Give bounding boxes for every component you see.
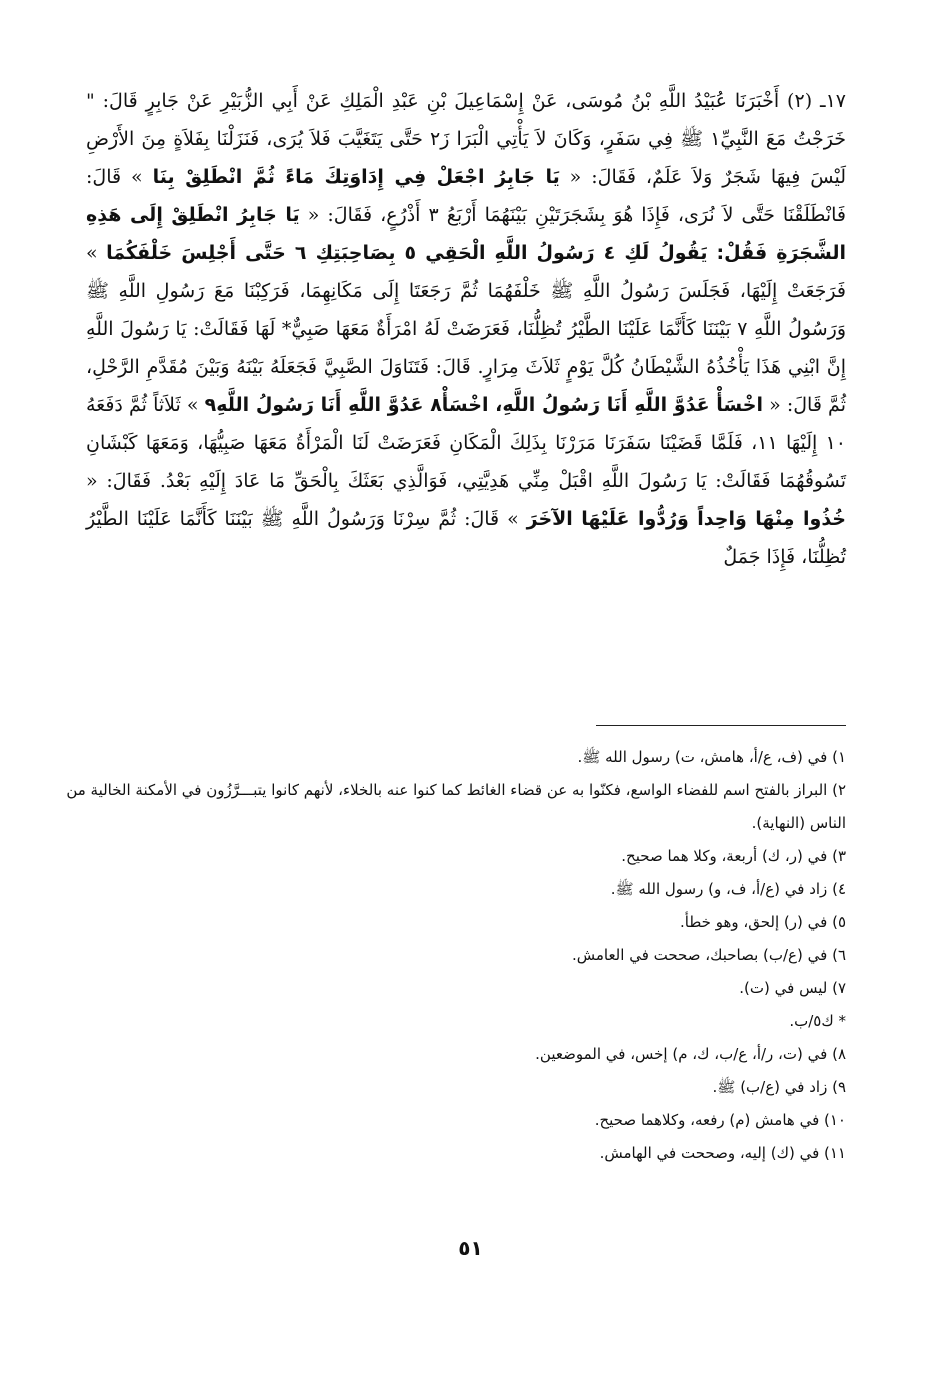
prophet-speech: يَا جَابِرُ انْطَلِقْ إِلَى هَذِهِ الشَّجَرَةِ فَقُلْ: يَقُولُ لَكِ ٤ رَسُولُ اللَّهِ الْحَقِي ٥ بِصَاحِبَتِكِ ٦ حَتَّى أَجْلِسَ خَلْفَكُمَا bbox=[86, 204, 846, 264]
narration-segment: » قَالَ: ثُمَّ سِرْنَا وَرَسُولُ اللَّهِ ﷺ بَيْنَنَا كَأَنَّمَا عَلَيْنَا الطَّيْرُ تُظِلُّنَا، فَإِذَا جَمَلٌ bbox=[86, 508, 846, 568]
footnote: ٤) زاد في (ع/أ، ف، و) رسول الله ﷺ. bbox=[610, 880, 846, 898]
footnotes-list bbox=[46, 741, 846, 1170]
footnote: ٥) في (ر) إلحق، وهو خطأ. bbox=[680, 913, 846, 931]
narration-segment: ١٧ـ (٢) أَخْبَرَنَا عُبَيْدُ اللَّهِ بْنُ مُوسَى، عَنْ إِسْمَاعِيلَ بْنِ عَبْدِ الْمَلِكِ عَنْ أَبِي الزُّبَيْرِ عَنْ جَابِرٍ قَالَ: " خَرَجْتُ مَعَ النَّبِيِّ١ ﷺ فِي سَفَرٍ، وَكَانَ لاَ يَأْتِي الْبَرَا زَ٢ حَتَّى يَتَغَيَّبَ فَلاَ يُرَى، فَنَزَلْنَا بِفَلاَةٍ مِنَ الأَرْضِ لَيْسَ فِيهَا شَجَرٌ وَلاَ عَلَمٌ، فَقَالَ: « bbox=[86, 90, 846, 188]
narration-segment: » قَالَ: فَانْطَلَقْنَا حَتَّى لاَ نُرَى، فَإِذَا هُوَ بِشَجَرَتَيْنِ بَيْنَهُمَا أَرْبَعُ ٣ أَذْرُعٍ، فَقَالَ: « bbox=[86, 166, 847, 226]
hadith-text bbox=[86, 82, 846, 576]
footnote: ١) في (ف، ع/أ، هامش، ت) رسول الله ﷺ. bbox=[577, 748, 846, 766]
prophet-speech: يَا جَابِرُ اجْعَلْ فِي إِدَاوَتِكَ مَاءً ثُمَّ انْطَلِقْ بِنَا bbox=[152, 166, 560, 188]
narration-segment: » ثَلاَثاً ثُمَّ دَفَعَهُ ١٠ إِلَيْهَا ١١، فَلَمَّا قَضَيْنَا سَفَرَنَا مَرَرْنَا بِذَلِكَ الْمَكَانِ فَعَرَضَتْ لَنَا الْمَرْأَةُ مَعَهَا صَبِيُّهَا، وَمَعَهَا كَبْشَانِ تَسُوقُهُمَا فَقَالَتْ: يَا رَسُولَ اللَّهِ اقْبَلْ مِنِّي هَدِيَّتِي، فَوَالَّذِي بَعَثَكَ بِالْحَقِّ مَا عَادَ إِلَيْهِ بَعْدُ. فَقَالَ: « bbox=[86, 394, 846, 492]
footnote: ١٠) في هامش (م) رفعه، وكلاهما صحيح. bbox=[594, 1111, 846, 1129]
prophet-speech: اخْسَأْ عَدُوَّ اللَّهِ أَنَا رَسُولُ اللَّهِ، اخْسَأْ٨ عَدُوَّ اللَّهِ أَنَا رَسُولُ اللَّهِ٩ bbox=[204, 394, 763, 416]
footnote: ٦) في (ع/ب) بصاحبك، صححت في العامش. bbox=[571, 946, 846, 964]
prophet-speech: خُذُوا مِنْهَا وَاحِداً وَرُدُّوا عَلَيْهَا الآخَرَ bbox=[526, 508, 846, 530]
footnote: ٨) في (ت، ر/أ، ع/ب، ك، م) إخس، في الموضعين. bbox=[535, 1045, 846, 1063]
footnote-divider bbox=[596, 725, 846, 726]
footnote: ١١) في (ك) إليه، وصححت في الهامش. bbox=[599, 1144, 846, 1162]
footnote: ٧) ليس في (ت). bbox=[739, 979, 846, 997]
hadith-paragraph bbox=[86, 82, 846, 576]
footnote: ٣) في (ر، ك) أربعة، وكلا هما صحيح. bbox=[621, 847, 846, 865]
footnote: * ك٥/ب. bbox=[789, 1012, 846, 1030]
footnote: ٢) البراز بالفتح اسم للفضاء الواسع، فكنّوا به عن قضاء الغائط كما كنوا عنه بالخلاء، لأنهم كانوا يتبـــرَّزُون في الأمكنة الخالية من الناس (النهاية). bbox=[66, 781, 846, 832]
footnote: ٩) زاد في (ع/ب) ﷺ. bbox=[712, 1078, 846, 1096]
page-number: ٥١ bbox=[458, 1236, 483, 1260]
narration-segment: » فَرَجَعَتْ إِلَيْهَا، فَجَلَسَ رَسُولُ اللَّهِ ﷺ خَلْفَهُمَا ثُمَّ رَجَعَتَا إِلَى مَكَانِهِمَا، فَرَكِبْنَا مَعَ رَسُولِ اللَّهِ ﷺ وَرَسُولُ اللَّهِ ٧ بَيْنَنَا كَأَنَّمَا عَلَيْنَا الطَّيْرُ تُظِلُّنَا، فَعَرَضَتْ لَهُ امْرَأَةٌ مَعَهَا صَبِيٌّ* لَهَا فَقَالَتْ: يَا رَسُولَ اللَّهِ إِنَّ ابْنِي هَذَا يَأْخُذُهُ الشَّيْطَانُ كُلَّ يَوْمٍ ثَلاَثَ مِرَارٍ. قَالَ: فَتَنَاوَلَ الصَّبِيَّ فَجَعَلَهُ بَيْنَهُ وَبَيْنَ مُقَدَّمِ الرَّحْلِ، ثُمَّ قَالَ: « bbox=[86, 242, 846, 416]
